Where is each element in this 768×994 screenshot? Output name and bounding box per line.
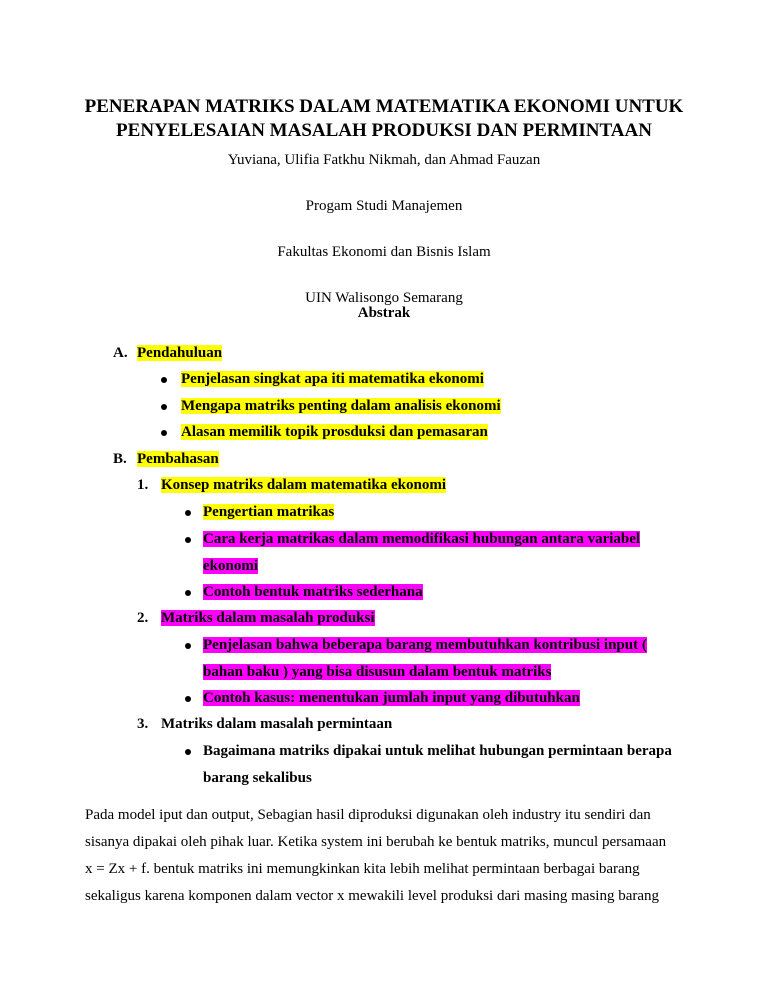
authors: Yuviana, Ulifia Fatkhu Nikmah, dan Ahmad Fauzan <box>227 152 541 168</box>
bullet-dot <box>185 510 191 516</box>
subsection-1-title-text: Konsep matriks dalam matematika ekonomi <box>161 477 446 493</box>
study-program: Progam Studi Manajemen <box>305 198 463 214</box>
subsection-1-title <box>161 475 446 495</box>
list-item-text: Contoh kasus: menentukan jumlah input yang dibutuhkan <box>203 690 580 706</box>
list-item-text: Pengertian matrikas <box>203 504 335 520</box>
list-item-continuation <box>203 556 258 576</box>
bullet-dot <box>161 430 167 436</box>
paragraph-line: Pada model iput dan output, Sebagian hasil diproduksi digunakan oleh industry itu sendiri dan <box>85 807 651 823</box>
subsection-1-marker: 1. <box>137 477 149 493</box>
bullet-dot <box>185 537 191 543</box>
bullet-dot <box>185 643 191 649</box>
list-item-text: Penjelasan singkat apa iti matematika ekonomi <box>181 371 484 387</box>
subsection-2-marker: 2. <box>137 610 149 626</box>
subsection-3-marker: 3. <box>137 716 149 732</box>
list-item-text: Penjelasan bahwa beberapa barang membutuhkan kontribusi input ( <box>203 637 647 653</box>
list-item <box>181 396 501 416</box>
paragraph-line: x = Zx + f. bentuk matriks ini memungkinkan kita lebih melihat permintaan berbagai barang <box>85 861 640 877</box>
section-b-marker: B. <box>113 451 127 467</box>
list-item-text: Alasan memilik topik prosduksi dan pemasaran <box>181 424 488 440</box>
list-item <box>181 369 484 389</box>
section-a-title-text: Pendahuluan <box>137 345 223 361</box>
list-item <box>203 529 640 549</box>
abstract-heading: Abstrak <box>357 305 411 321</box>
university: UIN Walisongo Semarang <box>305 290 463 306</box>
title-line-1: PENERAPAN MATRIKS DALAM MATEMATIKA EKONOMI UNTUK <box>84 96 684 117</box>
list-item-text: Mengapa matriks penting dalam analisis ekonomi <box>181 398 501 414</box>
list-item: Bagaimana matriks dipakai untuk melihat hubungan permintaan berapa <box>203 743 672 759</box>
list-item <box>203 635 647 655</box>
bullet-dot <box>185 590 191 596</box>
paragraph-line: sisanya dipakai oleh pihak luar. Ketika system ini berubah ke bentuk matriks, muncul persamaan <box>85 834 667 850</box>
list-item <box>203 688 580 708</box>
list-item-continuation: barang sekalibus <box>203 770 312 786</box>
section-a-marker: A. <box>113 345 128 361</box>
section-b-title-text: Pembahasan <box>137 451 219 467</box>
faculty: Fakultas Ekonomi dan Bisnis Islam <box>277 244 491 260</box>
list-item-continuation <box>203 662 551 682</box>
list-item-text: ekonomi <box>203 558 259 574</box>
subsection-2-title <box>161 608 375 628</box>
section-a-title <box>137 343 222 363</box>
list-item <box>203 582 423 602</box>
list-item-text: Contoh bentuk matriks sederhana <box>203 584 423 600</box>
list-item-text: bahan baku ) yang bisa disusun dalam bentuk matriks <box>203 664 552 680</box>
section-b-title <box>137 449 219 469</box>
body-paragraph <box>85 802 695 910</box>
bullet-dot <box>161 377 167 383</box>
bullet-dot <box>161 404 167 410</box>
list-item-text: Cara kerja matrikas dalam memodifikasi hubungan antara variabel <box>203 531 641 547</box>
title-line-2: PENYELESAIAN MASALAH PRODUKSI DAN PERMINTAAN <box>116 120 652 141</box>
list-item <box>181 422 488 442</box>
bullet-dot <box>185 696 191 702</box>
paragraph-line: sekaligus karena komponen dalam vector x mewakili level produksi dari masing masing barang <box>85 888 660 904</box>
bullet-dot <box>185 749 191 755</box>
list-item <box>203 502 334 522</box>
subsection-3-title: Matriks dalam masalah permintaan <box>161 716 393 732</box>
document-title <box>0 95 768 143</box>
subsection-2-title-text: Matriks dalam masalah produksi <box>161 610 375 626</box>
